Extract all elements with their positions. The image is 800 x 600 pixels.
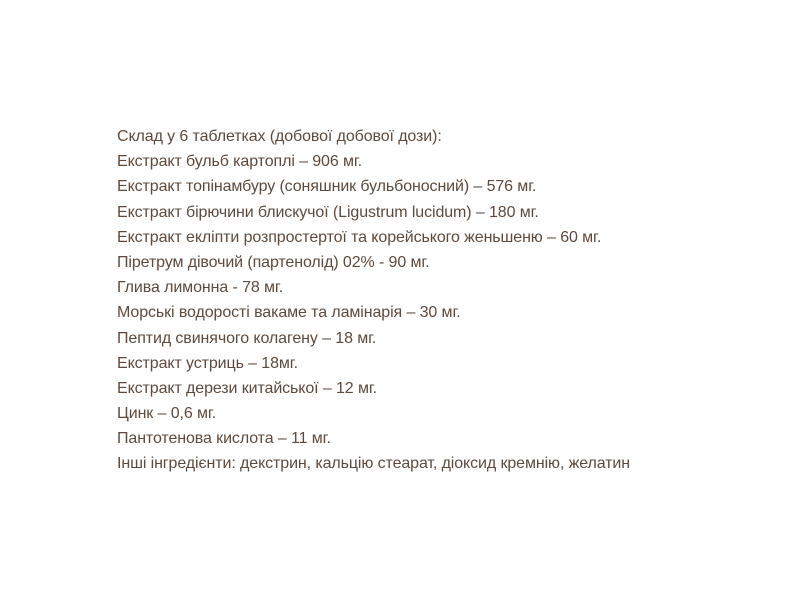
ingredient-line: Цинк – 0,6 мг. <box>117 405 217 423</box>
composition-heading: Склад у 6 таблетках (добової добової дози): <box>117 128 442 145</box>
ingredient-line: Морські водорості вакаме та ламінарія – 30 мг. <box>117 304 461 322</box>
other-ingredients-line: Інші інгредієнти: декстрин, кальцію стеарат, діоксид кремнію, желатин <box>117 455 630 473</box>
ingredient-line: Екстракт устриць – 18мг. <box>117 354 298 372</box>
ingredient-line: Екстракт дерези китайської – 12 мг. <box>117 379 377 397</box>
ingredient-line: Пептид свинячого колагену – 18 мг. <box>117 329 377 347</box>
ingredient-line: Глива лимонна - 78 мг. <box>117 279 284 297</box>
ingredient-line: Екстракт бульб картоплі – 906 мг. <box>117 153 363 171</box>
ingredient-line: Екстракт топінамбуру (соняшник бульбоносний) – 576 мг. <box>117 178 537 196</box>
composition-list <box>117 124 787 477</box>
ingredient-line: Пантотенова кислота – 11 мг. <box>117 430 331 448</box>
ingredient-line: Піретрум дівочий (партенолід) 02% - 90 мг. <box>117 253 430 271</box>
ingredient-line: Екстракт екліпти розпростертої та корейського женьшеню – 60 мг. <box>117 228 602 246</box>
ingredient-line: Екстракт бірючини блискучої (Ligustrum lucidum) – 180 мг. <box>117 203 539 221</box>
